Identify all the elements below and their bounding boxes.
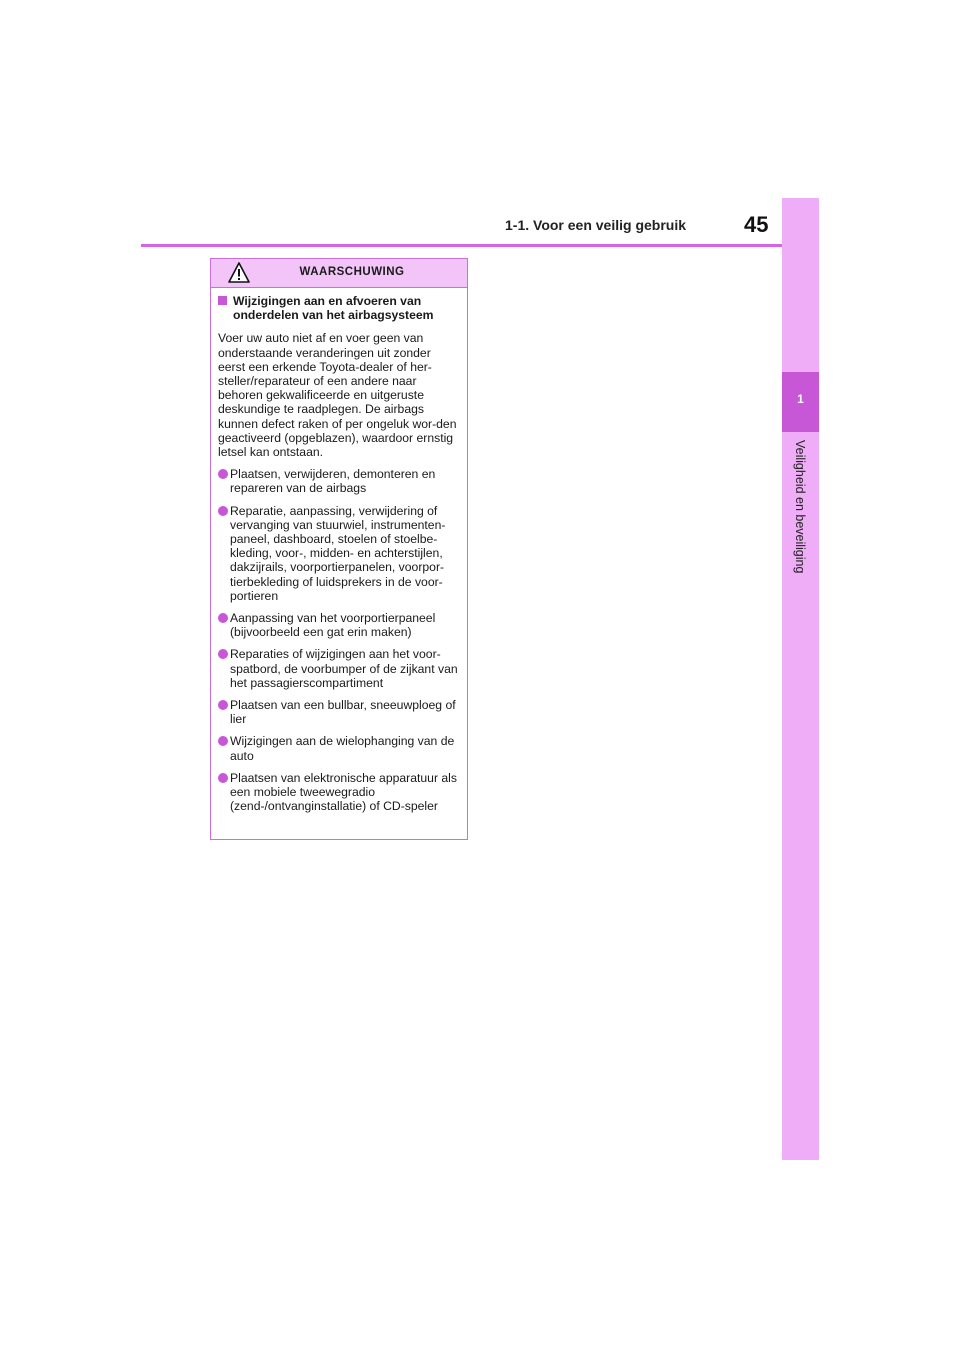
bullet-dot-icon [218, 613, 228, 623]
warning-body [211, 288, 467, 814]
warning-title: WAARSCHUWING [299, 266, 405, 278]
list-item-text: Plaatsen van elektronische apparatuur als een mobiele tweewegradio (zend-/ontvanginstallatie) of CD-speler [230, 770, 457, 814]
list-item [218, 504, 460, 603]
warning-subheading-text: Wijzigingen aan en afvoeren van onderdelen van het airbagsysteem [233, 294, 434, 323]
bullet-dot-icon [218, 700, 228, 710]
bullet-dot-icon [218, 649, 228, 659]
list-item-text: Aanpassing van het voorportierpaneel (bijvoorbeeld een gat erin maken) [230, 611, 436, 640]
header-rule [141, 244, 782, 247]
warning-box [210, 258, 468, 840]
warning-subheading [218, 294, 460, 322]
square-bullet-icon [218, 296, 227, 305]
section-title: 1-1. Voor een veilig gebruik [505, 217, 687, 233]
warning-intro: Voer uw auto niet af en voer geen van onderstaande veranderingen uit zonder eerst een erkende Toyota-dealer of her-steller/reparateur of een andere naar behoren gekwalificeerde en uitgeruste deskundige te raadplegen. De airbags kunnen defect raken of per ongeluk wor-den geactiveerd (opgeblazen), waardoor ernstig letsel kan ontstaan. [218, 331, 457, 460]
list-item [218, 467, 460, 495]
warning-list [218, 467, 460, 813]
chapter-title: Veiligheid en beveiliging [793, 440, 807, 574]
chapter-number: 1 [797, 392, 804, 406]
bullet-dot-icon [218, 469, 228, 479]
side-chapter-tab [782, 198, 819, 1160]
list-item-text: Reparatie, aanpassing, verwijdering of vervanging van stuurwiel, instrumenten-paneel, dashboard, stoelen of stoelbe-kleding, voor-, midden- en achterstijlen, dakzijrails, voorportierpanelen, voorpor-tierbekleding of luidsprekers in de voor-portieren [230, 503, 446, 603]
list-item [218, 771, 460, 814]
list-item [218, 647, 460, 690]
warning-header [211, 259, 467, 288]
bullet-dot-icon [218, 506, 228, 516]
list-item [218, 734, 460, 762]
list-item-text: Plaatsen van een bullbar, sneeuwploeg of lier [230, 698, 456, 727]
list-item-text: Plaatsen, verwijderen, demonteren en repareren van de airbags [230, 467, 436, 496]
list-item-text: Wijzigingen aan de wielophanging van de auto [230, 734, 455, 763]
list-item [218, 698, 460, 726]
list-item-text: Reparaties of wijzigingen aan het voor-spatbord, de voorbumper of de zijkant van het passagierscompartiment [230, 647, 458, 690]
bullet-dot-icon [218, 736, 228, 746]
list-item [218, 611, 460, 639]
bullet-dot-icon [218, 773, 228, 783]
page-number: 45 [744, 212, 769, 237]
